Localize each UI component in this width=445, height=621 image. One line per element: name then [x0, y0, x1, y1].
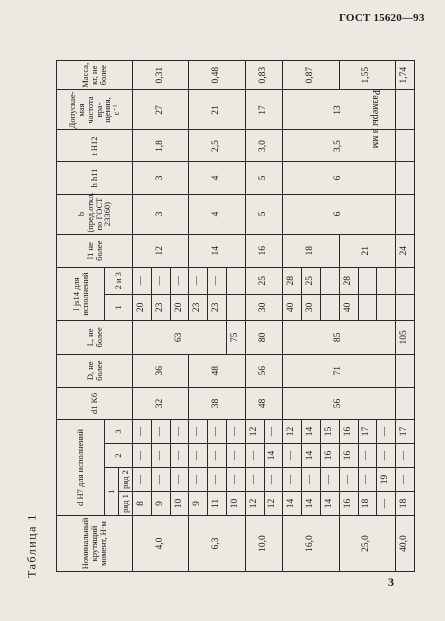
header-exec1: 1 [105, 467, 119, 515]
cell: 12 [245, 419, 264, 443]
header-l-exec1: 1 [105, 294, 133, 321]
cell: — [170, 467, 189, 491]
cell: 16 [339, 491, 358, 515]
cell-D: 56 [245, 354, 283, 387]
cell: — [133, 267, 152, 294]
cell: — [226, 419, 245, 443]
cell [358, 267, 377, 294]
cell: 12 [245, 491, 264, 515]
cell-D: 71 [283, 354, 396, 387]
cell: — [151, 467, 170, 491]
cell: — [208, 443, 227, 467]
cell-d1: 32 [133, 387, 189, 419]
cell-torque: 4,0 [133, 515, 189, 571]
cell-d1: 48 [245, 387, 283, 419]
cell: — [170, 443, 189, 467]
cell-l1: 24 [396, 234, 415, 267]
cell: — [170, 419, 189, 443]
cell-b [396, 194, 415, 234]
cell: — [320, 467, 339, 491]
cell-D: 48 [189, 354, 245, 387]
cell: 14 [320, 491, 339, 515]
cell [226, 294, 245, 321]
cell: — [189, 467, 208, 491]
standard-number: ГОСТ 15620—93 [339, 12, 425, 24]
header-row2: ряд 2 [119, 467, 133, 491]
cell-t: 2,5 [189, 130, 245, 162]
cell-torque: 40,0 [396, 515, 415, 571]
cell: 16 [339, 443, 358, 467]
cell: — [151, 443, 170, 467]
cell: — [339, 467, 358, 491]
cell-mass: 1,55 [339, 61, 395, 90]
cell-l1: 14 [189, 234, 245, 267]
header-l: l js14 для исполнений [57, 267, 105, 320]
cell-t: 3,5 [283, 130, 396, 162]
cell-l1: 18 [283, 234, 339, 267]
cell: 12 [283, 419, 302, 443]
cell: 18 [358, 491, 377, 515]
cell: — [396, 443, 415, 467]
cell-torque: 6,3 [189, 515, 245, 571]
cell: — [226, 443, 245, 467]
cell: — [283, 443, 302, 467]
cell: 23 [189, 294, 208, 321]
cell-L: 105 [396, 321, 415, 354]
data-table [56, 60, 415, 572]
table-caption: Таблица 1 [24, 513, 39, 578]
cell [358, 294, 377, 321]
cell-t: 1,8 [133, 130, 189, 162]
cell: — [245, 443, 264, 467]
cell: 23 [208, 294, 227, 321]
header-h: h h11 [57, 162, 133, 194]
cell-mass: 0,87 [283, 61, 339, 90]
cell: 28 [283, 267, 302, 294]
cell-b: 3 [133, 194, 189, 234]
cell: — [377, 419, 396, 443]
header-d1: d1 K6 [57, 387, 133, 419]
cell-speed: 13 [283, 90, 396, 130]
header-exec3: 3 [105, 419, 133, 443]
header-D: D, не более [57, 354, 133, 387]
cell-h: 4 [189, 162, 245, 194]
cell: 23 [151, 294, 170, 321]
cell-b: 5 [245, 194, 283, 234]
cell: — [377, 443, 396, 467]
cell-h: 5 [245, 162, 283, 194]
header-dH7: d H7 для исполнений [57, 419, 105, 515]
cell: 16 [320, 443, 339, 467]
cell-L: 75 [226, 321, 245, 354]
cell-D [396, 354, 415, 387]
cell: 14 [302, 419, 321, 443]
cell-D: 36 [133, 354, 189, 387]
cell-L: 85 [283, 321, 396, 354]
cell: 14 [302, 491, 321, 515]
cell: — [396, 467, 415, 491]
cell: 16 [339, 419, 358, 443]
cell: 10 [226, 491, 245, 515]
cell-L: 80 [245, 321, 283, 354]
cell-mass: 0,48 [189, 61, 245, 90]
cell: 19 [377, 467, 396, 491]
cell: — [208, 419, 227, 443]
cell [320, 267, 339, 294]
cell-d1 [396, 387, 415, 419]
cell-speed: 21 [189, 90, 245, 130]
cell-b: 4 [189, 194, 245, 234]
cell [226, 267, 245, 294]
cell-t [396, 130, 415, 162]
cell: 9 [189, 491, 208, 515]
page-number: 3 [388, 575, 394, 589]
cell [377, 294, 396, 321]
cell-speed: 17 [245, 90, 283, 130]
cell-t: 3,0 [245, 130, 283, 162]
cell: — [283, 467, 302, 491]
cell: 18 [396, 491, 415, 515]
cell [320, 294, 339, 321]
cell-torque: 16,0 [283, 515, 339, 571]
cell-b: 6 [283, 194, 396, 234]
cell: 14 [264, 443, 283, 467]
cell-torque: 25,0 [339, 515, 395, 571]
header-row1: ряд 1 [119, 491, 133, 515]
cell: 30 [245, 294, 283, 321]
cell-L: 63 [133, 321, 227, 354]
cell: — [377, 491, 396, 515]
cell: — [189, 443, 208, 467]
cell: — [189, 419, 208, 443]
cell: — [151, 267, 170, 294]
cell: — [208, 467, 227, 491]
cell-speed: 27 [133, 90, 189, 130]
cell: 20 [170, 294, 189, 321]
header-t: t H12 [57, 130, 133, 162]
cell-h: 3 [133, 162, 189, 194]
cell: — [358, 467, 377, 491]
cell: — [133, 443, 152, 467]
cell: — [226, 467, 245, 491]
cell: — [151, 419, 170, 443]
header-speed: Допускаемая частота вращения, с⁻¹ [57, 90, 133, 130]
cell-speed [396, 90, 415, 130]
cell [396, 294, 415, 321]
cell: 30 [302, 294, 321, 321]
cell: — [170, 267, 189, 294]
cell: 40 [339, 294, 358, 321]
cell-h [396, 162, 415, 194]
cell-mass: 1,74 [396, 61, 415, 90]
cell: — [264, 419, 283, 443]
cell: 14 [283, 491, 302, 515]
header-l1: l1 не более [57, 234, 133, 267]
cell: — [245, 467, 264, 491]
cell: — [264, 467, 283, 491]
header-b: b (пред.откл. по ГОСТ 23360) [57, 194, 133, 234]
cell-h: 6 [283, 162, 396, 194]
cell: 12 [264, 491, 283, 515]
cell-d1: 38 [189, 387, 245, 419]
header-L: L, не более [57, 321, 133, 354]
cell [377, 267, 396, 294]
header-exec2: 2 [105, 443, 133, 467]
cell: — [358, 443, 377, 467]
cell: 14 [302, 443, 321, 467]
cell-d1: 56 [283, 387, 396, 419]
cell: — [133, 467, 152, 491]
cell: — [189, 267, 208, 294]
header-mass: Масса, кг, не более [57, 61, 133, 90]
cell-l1: 16 [245, 234, 283, 267]
dimensions-note: Размеры в мм [370, 89, 381, 149]
cell: 10 [170, 491, 189, 515]
cell: 25 [245, 267, 283, 294]
cell: 25 [302, 267, 321, 294]
cell [396, 267, 415, 294]
cell: 40 [283, 294, 302, 321]
cell-l1: 21 [339, 234, 395, 267]
cell: — [208, 267, 227, 294]
cell: 17 [358, 419, 377, 443]
cell: — [133, 419, 152, 443]
cell: 20 [133, 294, 152, 321]
cell-mass: 0,31 [133, 61, 189, 90]
rotated-table [56, 60, 415, 572]
cell: 8 [133, 491, 152, 515]
cell: 11 [208, 491, 227, 515]
cell-l1: 12 [133, 234, 189, 267]
cell-mass: 0,83 [245, 61, 283, 90]
header-torque: Номинальный крутящий момент, Н·м [57, 515, 133, 571]
cell: 9 [151, 491, 170, 515]
header-l-exec23: 2 и 3 [105, 267, 133, 294]
cell: 17 [396, 419, 415, 443]
cell: 15 [320, 419, 339, 443]
cell-torque: 10,0 [245, 515, 283, 571]
cell: — [302, 467, 321, 491]
cell: 28 [339, 267, 358, 294]
